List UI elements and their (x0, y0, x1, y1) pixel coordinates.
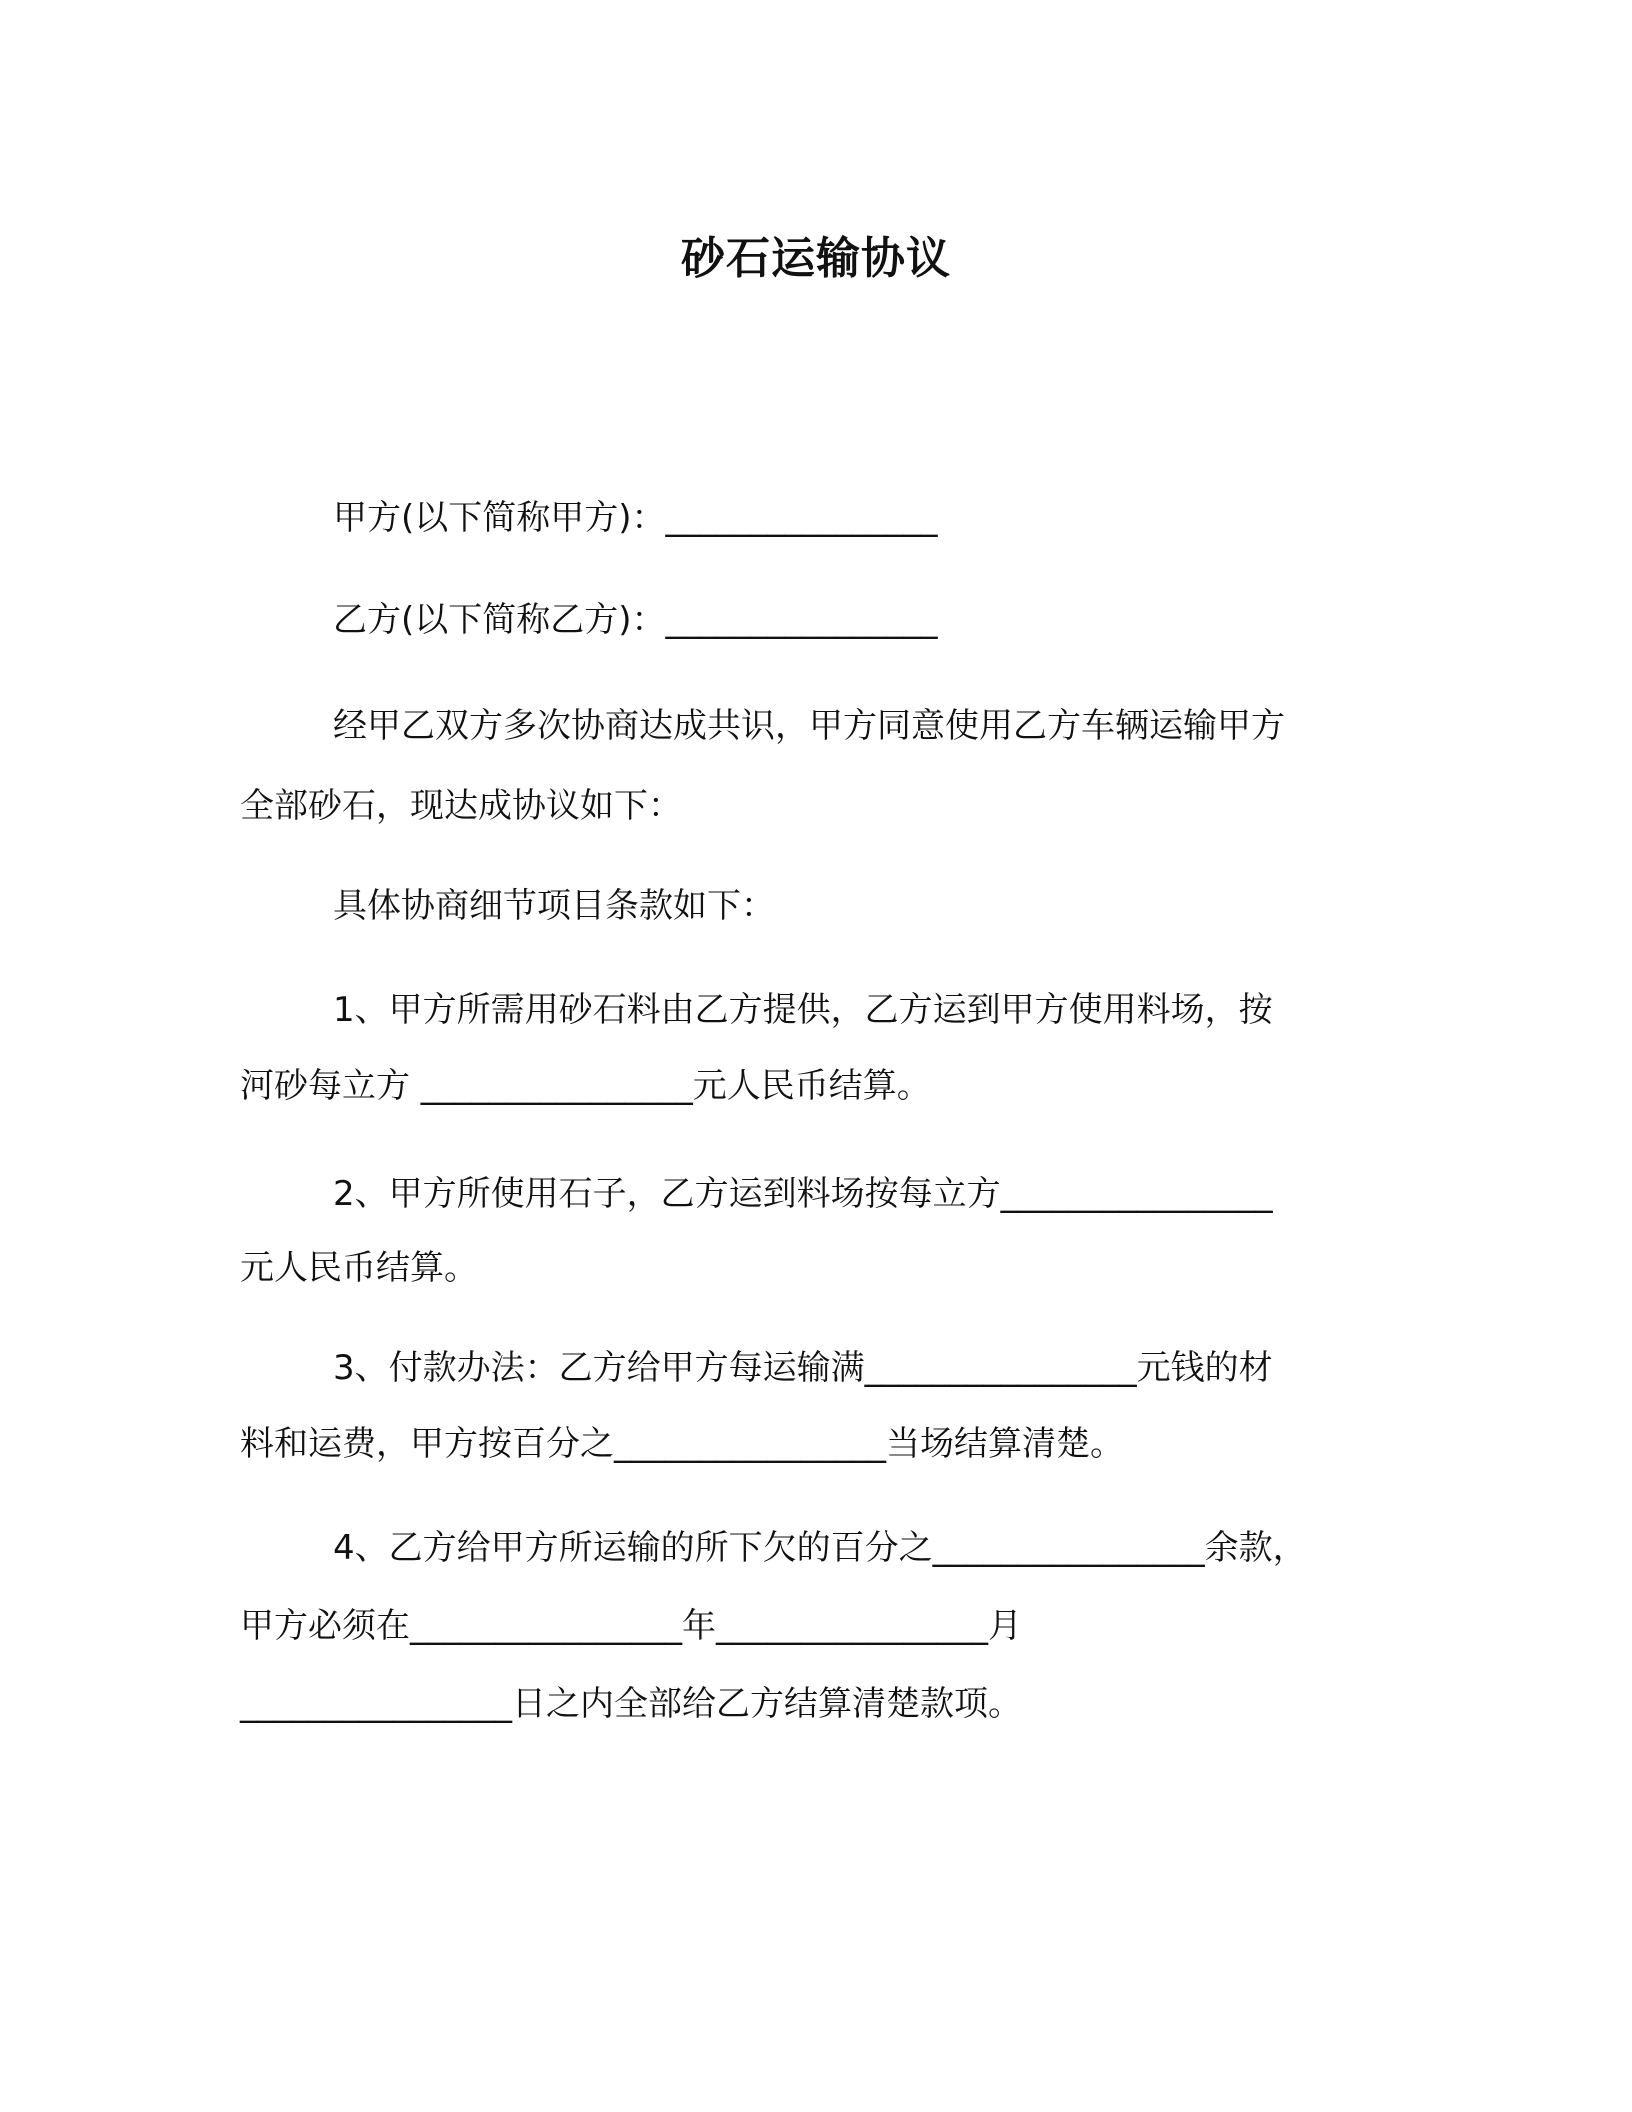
party-b-line: 乙方(以下简称乙方)：________________ (333, 600, 938, 640)
party-a-line: 甲方(以下简称甲方)：________________ (333, 498, 938, 538)
clause-4-line-3: ________________日之内全部给乙方结算清楚款项。 (240, 1684, 1022, 1724)
clause-3-line-2: 料和运费，甲方按百分之________________当场结算清楚。 (240, 1424, 1124, 1464)
intro-paragraph-line-2: 全部砂石，现达成协议如下： (240, 786, 682, 826)
clause-1-line-2: 河砂每立方 ________________元人民币结算。 (240, 1066, 931, 1106)
document-title: 砂石运输协议 (681, 233, 951, 284)
intro-paragraph-line-1: 经甲乙双方多次协商达成共识，甲方同意使用乙方车辆运输甲方 (333, 706, 1285, 746)
clause-1-line-1: 1、甲方所需用砂石料由乙方提供，乙方运到甲方使用料场，按 (333, 990, 1273, 1030)
clause-2-line-1: 2、甲方所使用石子，乙方运到料场按每立方________________ (333, 1174, 1273, 1214)
clause-4-line-2: 甲方必须在________________年________________月 (240, 1606, 1022, 1646)
clause-4-line-1: 4、乙方给甲方所运输的所下欠的百分之________________余款， (333, 1528, 1307, 1568)
terms-heading: 具体协商细节项目条款如下： (333, 886, 775, 926)
clause-3-line-1: 3、付款办法：乙方给甲方每运输满________________元钱的材 (333, 1348, 1273, 1388)
clause-2-line-2: 元人民币结算。 (240, 1248, 478, 1288)
